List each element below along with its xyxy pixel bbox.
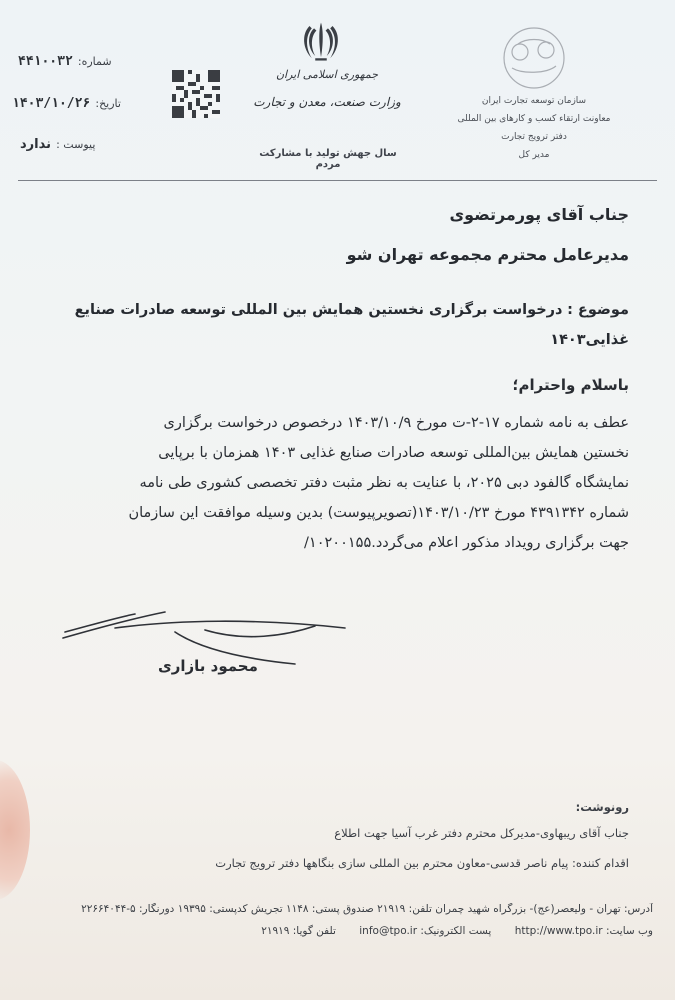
letter-attachment-row	[20, 133, 138, 152]
header-divider	[18, 180, 657, 181]
year-slogan: سال جهش تولید با مشارکت مردم	[259, 148, 397, 170]
cc-title: رونوشت:	[575, 800, 629, 814]
subject-line-1: درخواست برگزاری نخستین همایش بین المللی توسعه صادرات صنایع	[74, 302, 563, 318]
phone-label: تلفن گویا:	[292, 925, 336, 937]
body-line: جهت برگزاری رویداد مذکور اعلام می‌گردد.۱۰۲۰۰۱۵۵/	[304, 535, 629, 551]
signer-name: محمود بازاری	[158, 657, 258, 675]
attachment-value: ندارد	[20, 137, 52, 152]
footer-address: آدرس: تهران - ولیعصر(عج)- بزرگراه شهید چمران تلفن: ۲۱۹۱۹ صندوق پستی: ۱۱۴۸ تجریش کدپستی: ۱۹۳۹۵ دورنگار: ۵-۲۲۶۶۴۰۴۴	[81, 903, 653, 915]
org-block	[448, 96, 620, 160]
greeting: باسلام واحترام؛	[512, 376, 629, 394]
letter-number-row	[18, 50, 138, 69]
number-value: ۴۴۱۰۰۳۲	[18, 54, 73, 69]
org-name: سازمان توسعه تجارت ایران	[481, 96, 587, 106]
date-label: تاریخ:	[95, 97, 121, 110]
body-line: نخستین همایش بین‌المللی توسعه صادرات صنایع غذایی ۱۴۰۳ همزمان با برپایی	[158, 445, 629, 461]
email-link[interactable]: info@tpo.ir	[359, 925, 418, 937]
qr-code-icon	[172, 70, 220, 118]
email-label: پست الکترونیک:	[420, 925, 492, 937]
footer-contacts	[13, 925, 653, 937]
org-office: دفتر ترویج تجارت	[501, 132, 567, 142]
website-link[interactable]: http://www.tpo.ir	[514, 925, 603, 937]
ministry-name: وزارت صنعت، معدن و تجارت	[253, 95, 401, 109]
number-label: شماره:	[77, 55, 112, 68]
cc-line-2: اقدام کننده: پیام ناصر قدسی-معاون محترم بین المللی سازی بنگاهها دفتر ترویج تجارت	[215, 856, 629, 870]
cc-line-1: جناب آقای ریبهاوی-مدیرکل محترم دفتر غرب آسیا جهت اطلاع	[334, 826, 629, 840]
addressee-title: مدیرعامل محترم مجموعه تهران شو	[346, 245, 629, 264]
attachment-label: پیوست :	[56, 138, 96, 151]
org-director: مدیر کل	[518, 150, 550, 160]
phone-value: ۲۱۹۱۹	[261, 925, 290, 937]
tpo-logo-icon	[488, 24, 580, 92]
iran-emblem-icon	[298, 18, 344, 64]
website-label: وب سایت:	[605, 925, 653, 937]
letter-date-row	[12, 92, 142, 111]
letter-body	[39, 408, 629, 558]
body-line: شماره ۴۳۹۱۳۴۲ مورخ ۱۴۰۳/۱۰/۲۳(تصویرپیوست) بدین وسیله موافقت این سازمان	[128, 505, 629, 521]
subject-block	[39, 295, 629, 355]
org-deputy: معاونت ارتقاء کسب و کارهای بین المللی	[457, 114, 611, 124]
date-value: ۱۴۰۳/۱۰/۲۶	[12, 96, 91, 111]
body-line: عطف به نامه شماره ۱۷-۲-ت مورخ ۱۴۰۳/۱۰/۹ درخصوص درخواست برگزاری	[163, 415, 629, 431]
finger-shadow	[0, 760, 30, 900]
body-line: نمایشگاه گالفود دبی ۲۰۲۵، با عنایت به نظر مثبت دفتر تخصصی کشوری طی نامه	[139, 475, 629, 491]
addressee-name: جناب آقای پورمرتضوی	[449, 205, 629, 224]
subject-line-2: غذایی۱۴۰۳	[550, 332, 629, 348]
ministry-block	[252, 68, 402, 109]
gov-title: جمهوری اسلامی ایران	[275, 68, 379, 81]
subject-label: موضوع :	[567, 302, 629, 318]
